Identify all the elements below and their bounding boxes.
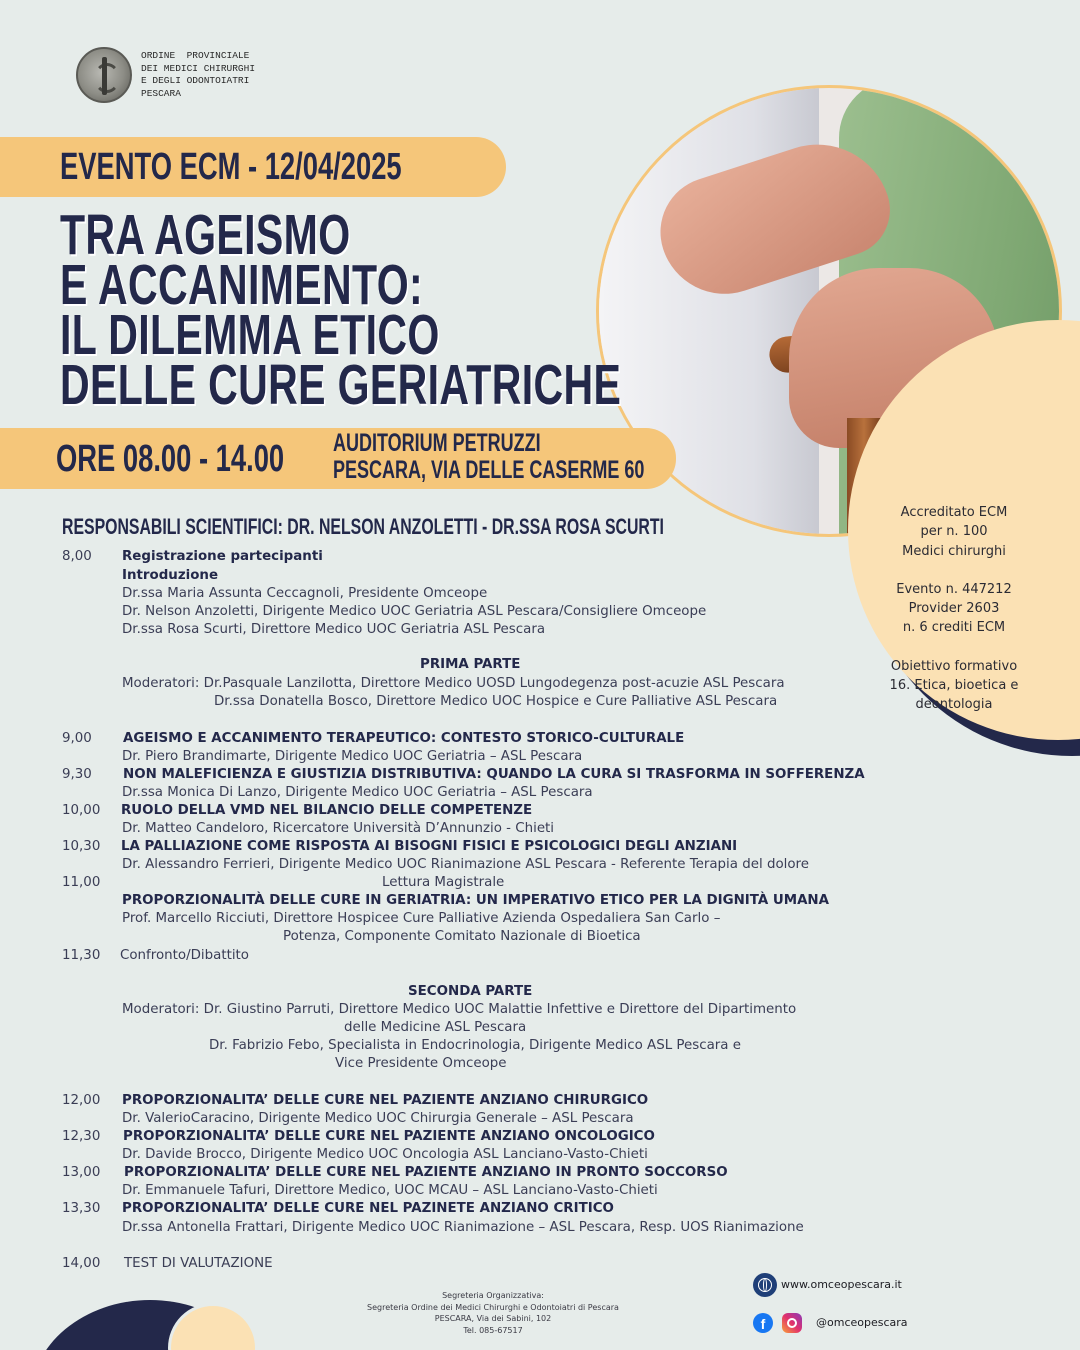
speaker-line: Potenza, Componente Comitato Nazionale di Bioetica: [283, 929, 641, 944]
speaker-line: Dr.ssa Monica Di Lanzo, Dirigente Medico UOC Geriatria – ASL Pescara: [122, 785, 593, 800]
org-line: E DEGLI ODONTOIATRI: [141, 75, 250, 86]
org-line: DEI MEDICI CHIRURGHI: [141, 62, 256, 74]
time-label: 13,00: [62, 1165, 101, 1180]
logo-seal: [76, 47, 132, 103]
time-label: 11,00: [62, 875, 101, 890]
social-handle[interactable]: @omceopescara: [816, 1316, 908, 1329]
time-label: 12,00: [62, 1093, 101, 1108]
info-line: Provider 2603: [908, 601, 1000, 617]
moderator-line: Dr.ssa Donatella Bosco, Direttore Medico UOC Hospice e Cure Palliative ASL Pescara: [214, 694, 778, 709]
time-label: 10,30: [62, 839, 101, 854]
title-line: E ACCANIMENTO:: [60, 253, 424, 317]
moderator-line: delle Medicine ASL Pescara: [344, 1020, 527, 1035]
speaker-line: Dr. ValerioCaracino, Dirigente Medico UOC Chirurgia Generale – ASL Pescara: [122, 1111, 634, 1126]
session-title: Introduzione: [122, 568, 219, 583]
session-title: TEST DI VALUTAZIONE: [124, 1256, 273, 1271]
event-venue: [333, 430, 644, 484]
info-line: per n. 100: [920, 524, 988, 540]
secretariat-line: PESCARA, Via dei Sabini, 102: [434, 1314, 552, 1323]
info-line: Obiettivo formativo: [890, 658, 1018, 674]
time-label: 8,00: [62, 549, 92, 564]
speaker-line: Dr.ssa Maria Assunta Ceccagnoli, Presidente Omceope: [122, 586, 488, 601]
session-title: PROPORZIONALITA’ DELLE CURE NEL PAZIENTE ANZIANO CHIRURGICO: [122, 1093, 649, 1108]
org-name: [141, 50, 255, 100]
facebook-icon[interactable]: f: [753, 1313, 773, 1333]
title-line: IL DILEMMA ETICO: [60, 303, 440, 367]
speaker-line: Dr. Davide Brocco, Dirigente Medico UOC Oncologia ASL Lanciano-Vasto-Chieti: [122, 1147, 648, 1162]
session-title: PROPORZIONALITA’ DELLE CURE NEL PAZIENTE ANZIANO IN PRONTO SOCCORSO: [124, 1165, 728, 1180]
secretariat-line: Segreteria Ordine dei Medici Chirurghi e Odontoiatri di Pescara: [367, 1302, 619, 1312]
session-title: LA PALLIAZIONE COME RISPOSTA AI BISOGNI FISICI E PSICOLOGICI DEGLI ANZIANI: [121, 839, 738, 854]
website-link[interactable]: www.omceopescara.it: [781, 1278, 902, 1291]
speaker-line: Dr.ssa Antonella Frattari, Dirigente Medico UOC Rianimazione – ASL Pescara, Resp. UOS Rianimazione: [122, 1220, 804, 1235]
info-line: n. 6 crediti ECM: [902, 620, 1006, 636]
moderator-line: Dr. Fabrizio Febo, Specialista in Endocrinologia, Dirigente Medico ASL Pescara e: [209, 1038, 742, 1053]
moderator-line: Moderatori: Dr.Pasquale Lanzilotta, Direttore Medico UOSD Lungodegenza post-acuzie ASL Pescara: [122, 676, 785, 691]
info-line: 16. Etica, bioetica e: [889, 678, 1019, 694]
accreditation-info: [880, 503, 1028, 715]
moderator-line: Moderatori: Dr. Giustino Parruti, Direttore Medico UOC Malattie Infettive e Direttore del Dipartimento: [122, 1002, 797, 1017]
session-title: Confronto/Dibattito: [120, 948, 249, 963]
session-title: PROPORZIONALITA’ DELLE CURE NEL PAZINETE ANZIANO CRITICO: [122, 1201, 614, 1216]
time-label: 12,30: [62, 1129, 101, 1144]
speaker-line: Prof. Marcello Ricciuti, Direttore Hospicee Cure Palliative Azienda Ospedaliera San Carlo –: [122, 911, 721, 926]
org-line: ORDINE PROVINCIALE: [141, 50, 250, 61]
globe-icon[interactable]: [753, 1273, 777, 1297]
info-line: Medici chirurghi: [902, 543, 1006, 559]
session-title: AGEISMO E ACCANIMENTO TERAPEUTICO: CONTESTO STORICO-CULTURALE: [123, 731, 685, 746]
session-title: PROPORZIONALITA’ DELLE CURE NEL PAZIENTE ANZIANO ONCOLOGICO: [123, 1129, 655, 1144]
moderator-line: Vice Presidente Omceope: [335, 1056, 507, 1071]
lecture-label: Lettura Magistrale: [382, 875, 505, 890]
time-label: 9,00: [62, 731, 92, 746]
speaker-line: Dr. Alessandro Ferrieri, Dirigente Medico UOC Rianimazione ASL Pescara - Referente Terapia del dolore: [122, 857, 810, 872]
secretariat-info: [290, 1290, 696, 1336]
event-time: ORE 08.00 - 14.00: [56, 438, 285, 480]
venue-line: AUDITORIUM PETRUZZI: [333, 429, 541, 457]
section-heading: PRIMA PARTE: [420, 657, 521, 672]
secretariat-line: Segreteria Organizzativa:: [442, 1291, 544, 1300]
speaker-line: Dr. Piero Brandimarte, Dirigente Medico UOC Geriatria – ASL Pescara: [122, 749, 583, 764]
info-line: Evento n. 447212: [896, 581, 1012, 597]
speaker-line: Dr.ssa Rosa Scurti, Direttore Medico UOC Geriatria ASL Pescara: [122, 622, 546, 637]
instagram-icon[interactable]: [782, 1313, 802, 1333]
secretariat-line: Tel. 085-67517: [463, 1325, 523, 1335]
speaker-line: Dr. Nelson Anzoletti, Dirigente Medico UOC Geriatria ASL Pescara/Consigliere Omceope: [122, 604, 707, 619]
time-label: 14,00: [62, 1256, 101, 1271]
time-label: 10,00: [62, 803, 101, 818]
event-date-label: EVENTO ECM - 12/04/2025: [60, 146, 402, 188]
time-label: 9,30: [62, 767, 92, 782]
section-heading: SECONDA PARTE: [408, 984, 533, 999]
info-line: [880, 561, 1028, 580]
title-line: TRA AGEISMO: [60, 203, 351, 267]
main-title: [60, 203, 622, 417]
session-title: RUOLO DELLA VMD NEL BILANCIO DELLE COMPETENZE: [121, 803, 533, 818]
org-line: PESCARA: [141, 87, 181, 99]
title-line: DELLE CURE GERIATRICHE: [60, 353, 622, 417]
scientific-directors: RESPONSABILI SCIENTIFICI: DR. NELSON ANZOLETTI - DR.SSA ROSA SCURTI: [62, 514, 664, 539]
speaker-line: Dr. Emmanuele Tafuri, Direttore Medico, UOC MCAU – ASL Lanciano-Vasto-Chieti: [122, 1183, 658, 1198]
time-label: 11,30: [62, 948, 101, 963]
info-line: deontologia: [915, 697, 993, 713]
session-title: NON MALEFICIENZA E GIUSTIZIA DISTRIBUTIVA: QUANDO LA CURA SI TRASFORMA IN SOFFERENZA: [123, 767, 865, 782]
speaker-line: Dr. Matteo Candeloro, Ricercatore Università D’Annunzio - Chieti: [122, 821, 555, 836]
info-line: [880, 638, 1028, 657]
venue-line: PESCARA, VIA DELLE CASERME 60: [333, 456, 645, 484]
info-line: Accreditato ECM: [900, 505, 1008, 520]
session-title: PROPORZIONALITÀ DELLE CURE IN GERIATRIA: UN IMPERATIVO ETICO PER LA DIGNITÀ UMANA: [122, 893, 830, 908]
time-label: 13,30: [62, 1201, 101, 1216]
session-title: Registrazione partecipanti: [122, 549, 323, 564]
